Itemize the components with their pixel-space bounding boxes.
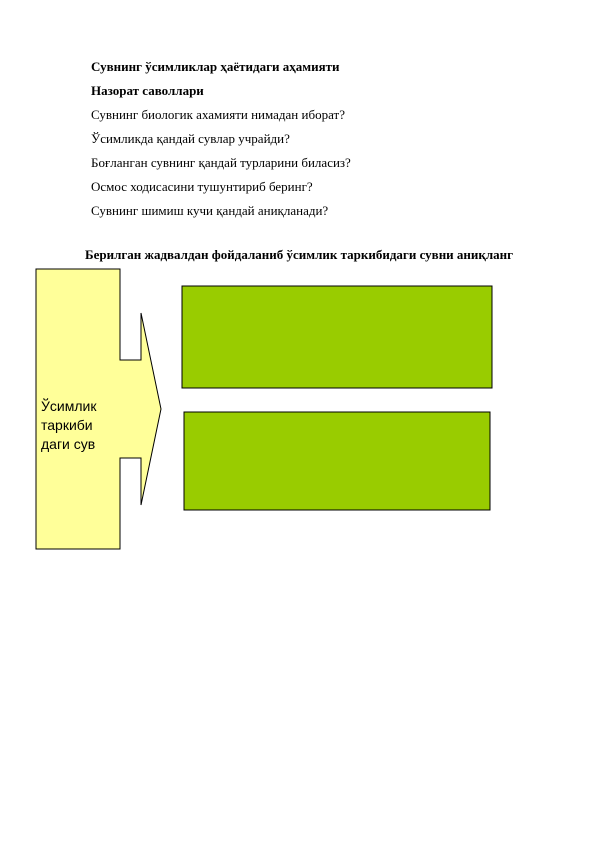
question-item: Ўсимликда қандай сувлар учрайди? xyxy=(91,131,290,146)
section-heading: Назорат саволлари xyxy=(91,83,204,98)
answer-box-top xyxy=(182,286,492,388)
callout-label xyxy=(41,397,96,454)
question-item: Осмос ходисасини тушунтириб беринг? xyxy=(91,179,313,194)
task-instruction: Берилган жадвалдан фойдаланиб ўсимлик таркибидаги сувни аниқланг xyxy=(85,247,514,262)
question-item: Боғланган сувнинг қандай турларини биласиз? xyxy=(91,155,351,170)
callout-label-line: Ўсимлик xyxy=(41,398,97,414)
question-item: Сувнинг биологик ахамияти нимадан иборат? xyxy=(91,107,345,122)
callout-label-line: таркиби xyxy=(41,417,93,433)
callout-label-line: даги сув xyxy=(41,436,96,452)
answer-box-bottom xyxy=(184,412,490,510)
document-title: Сувнинг ўсимликлар ҳаётидаги аҳамияти xyxy=(91,59,340,74)
question-item: Сувнинг шимиш кучи қандай аниқланади? xyxy=(91,203,329,218)
